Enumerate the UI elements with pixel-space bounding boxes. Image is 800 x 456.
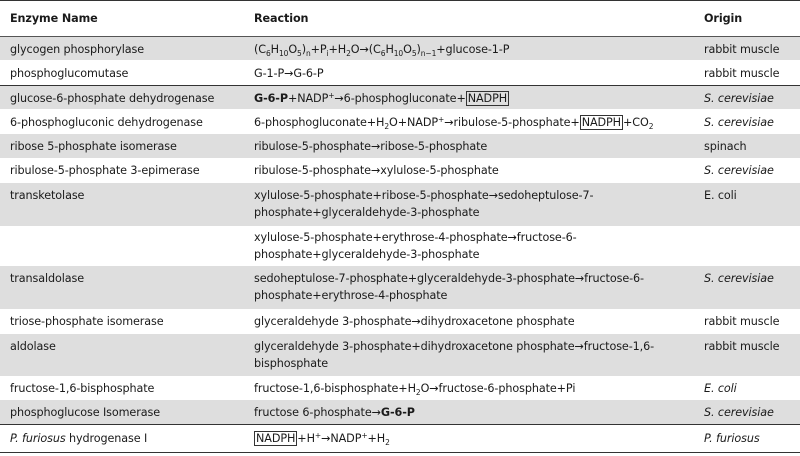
table-row <box>0 37 800 61</box>
reaction: xylulose-5-phosphate+ribose-5-phosphate→sedoheptulose-7- phosphate+glyceraldehyde-3-phosphate <box>254 189 594 219</box>
nadph-highlight-box: NADPH <box>581 116 621 129</box>
enzyme-name: transketolase <box>10 189 85 202</box>
origin: rabbit muscle <box>704 67 780 80</box>
nadph-highlight-box: NADPH <box>467 92 508 105</box>
origin: S. cerevisiae <box>704 92 774 105</box>
reaction: G-6-P+NADP+→6-phosphogluconate+ NADPH <box>254 91 508 105</box>
reaction: fructose 6-phosphate→G-6-P <box>254 406 415 419</box>
reaction: fructose-$1,6-bisphosphate+H_2O\to fructose-6-phosphate+Pi$ <box>254 382 576 397</box>
reaction: $(C_6H_{10}O_5)_n+P_i+H_2O\to(C_6H_{10}O_5)_{n-1}+glucose-1-P$ <box>254 43 510 58</box>
table-row <box>0 334 800 376</box>
origin: spinach <box>704 140 747 153</box>
reaction: $6-phosphogluconate+H_2O+NADP^+\to ribulose-5-phosphate+$ NADPH $+CO_2$ <box>254 115 654 131</box>
enzyme-name: triose-phosphate isomerase <box>10 315 164 328</box>
table-row <box>0 425 800 453</box>
enzyme-name: aldolase <box>10 340 56 353</box>
enzyme-name: transaldolase <box>10 272 85 285</box>
enzyme-name: glycogen phosphorylase <box>10 43 145 56</box>
table-row <box>0 61 800 86</box>
header-origin: Origin <box>704 12 743 25</box>
origin: E. coli <box>704 189 737 202</box>
origin: rabbit muscle <box>704 340 780 353</box>
reaction: xylulose-5-phosphate+erythrose-4-phosphate→fructose-6- phosphate+glyceraldehyde-3-phosphate <box>254 231 577 261</box>
table-row <box>0 86 800 110</box>
origin: S. cerevisiae <box>704 406 774 419</box>
table-row <box>0 376 800 400</box>
enzyme-name: 6-phosphogluconic dehydrogenase <box>10 116 203 129</box>
table-row <box>0 400 800 425</box>
enzyme-name: fructose-1,6-bisphosphate <box>10 382 155 395</box>
header-enzyme-name: Enzyme Name <box>10 12 98 25</box>
origin: P. furiosus <box>704 432 760 445</box>
origin: S. cerevisiae <box>704 164 774 177</box>
enzyme-name: phosphoglucomutase <box>10 67 129 80</box>
table-row <box>0 158 800 183</box>
enzyme-name: P. furiosus hydrogenase I <box>10 432 148 445</box>
table-row <box>0 110 800 134</box>
table-row <box>0 134 800 158</box>
enzyme-name: glucose-6-phosphate dehydrogenase <box>10 92 215 105</box>
origin: S. cerevisiae <box>704 272 774 285</box>
table-row <box>0 309 800 334</box>
reaction: NADPH $+H^+\to NADP^++H_2$ <box>256 431 390 447</box>
origin: rabbit muscle <box>704 315 780 328</box>
table-row <box>0 183 800 226</box>
enzyme-name: phosphoglucose Isomerase <box>10 406 160 419</box>
reaction: sedoheptulose-7-phosphate+glyceraldehyde-3-phosphate→fructose-6- phosphate+erythrose-4-phosphate <box>254 272 644 302</box>
reaction: glyceraldehyde 3-phosphate+dihydroxacetone phosphate→fructose-1,6- bisphosphate <box>254 340 655 370</box>
table-header-row <box>0 1 800 37</box>
header-reaction: Reaction <box>254 12 309 25</box>
origin: E. coli <box>704 382 737 395</box>
reaction: ribulose-5-phosphate→xylulose-5-phosphate <box>254 164 499 177</box>
table-row <box>0 226 800 266</box>
nadph-highlight-box: NADPH <box>256 432 296 445</box>
origin: S. cerevisiae <box>704 116 774 129</box>
table-row <box>0 266 800 309</box>
reaction: glyceraldehyde 3-phosphate→dihydroxacetone phosphate <box>254 315 575 328</box>
enzyme-name: ribulose-5-phosphate 3-epimerase <box>10 164 200 177</box>
origin: rabbit muscle <box>704 43 780 56</box>
enzyme-name: ribose 5-phosphate isomerase <box>10 140 177 153</box>
reaction: G-1-P→G-6-P <box>254 67 324 80</box>
reaction: ribulose-5-phosphate→ribose-5-phosphate <box>254 140 488 153</box>
